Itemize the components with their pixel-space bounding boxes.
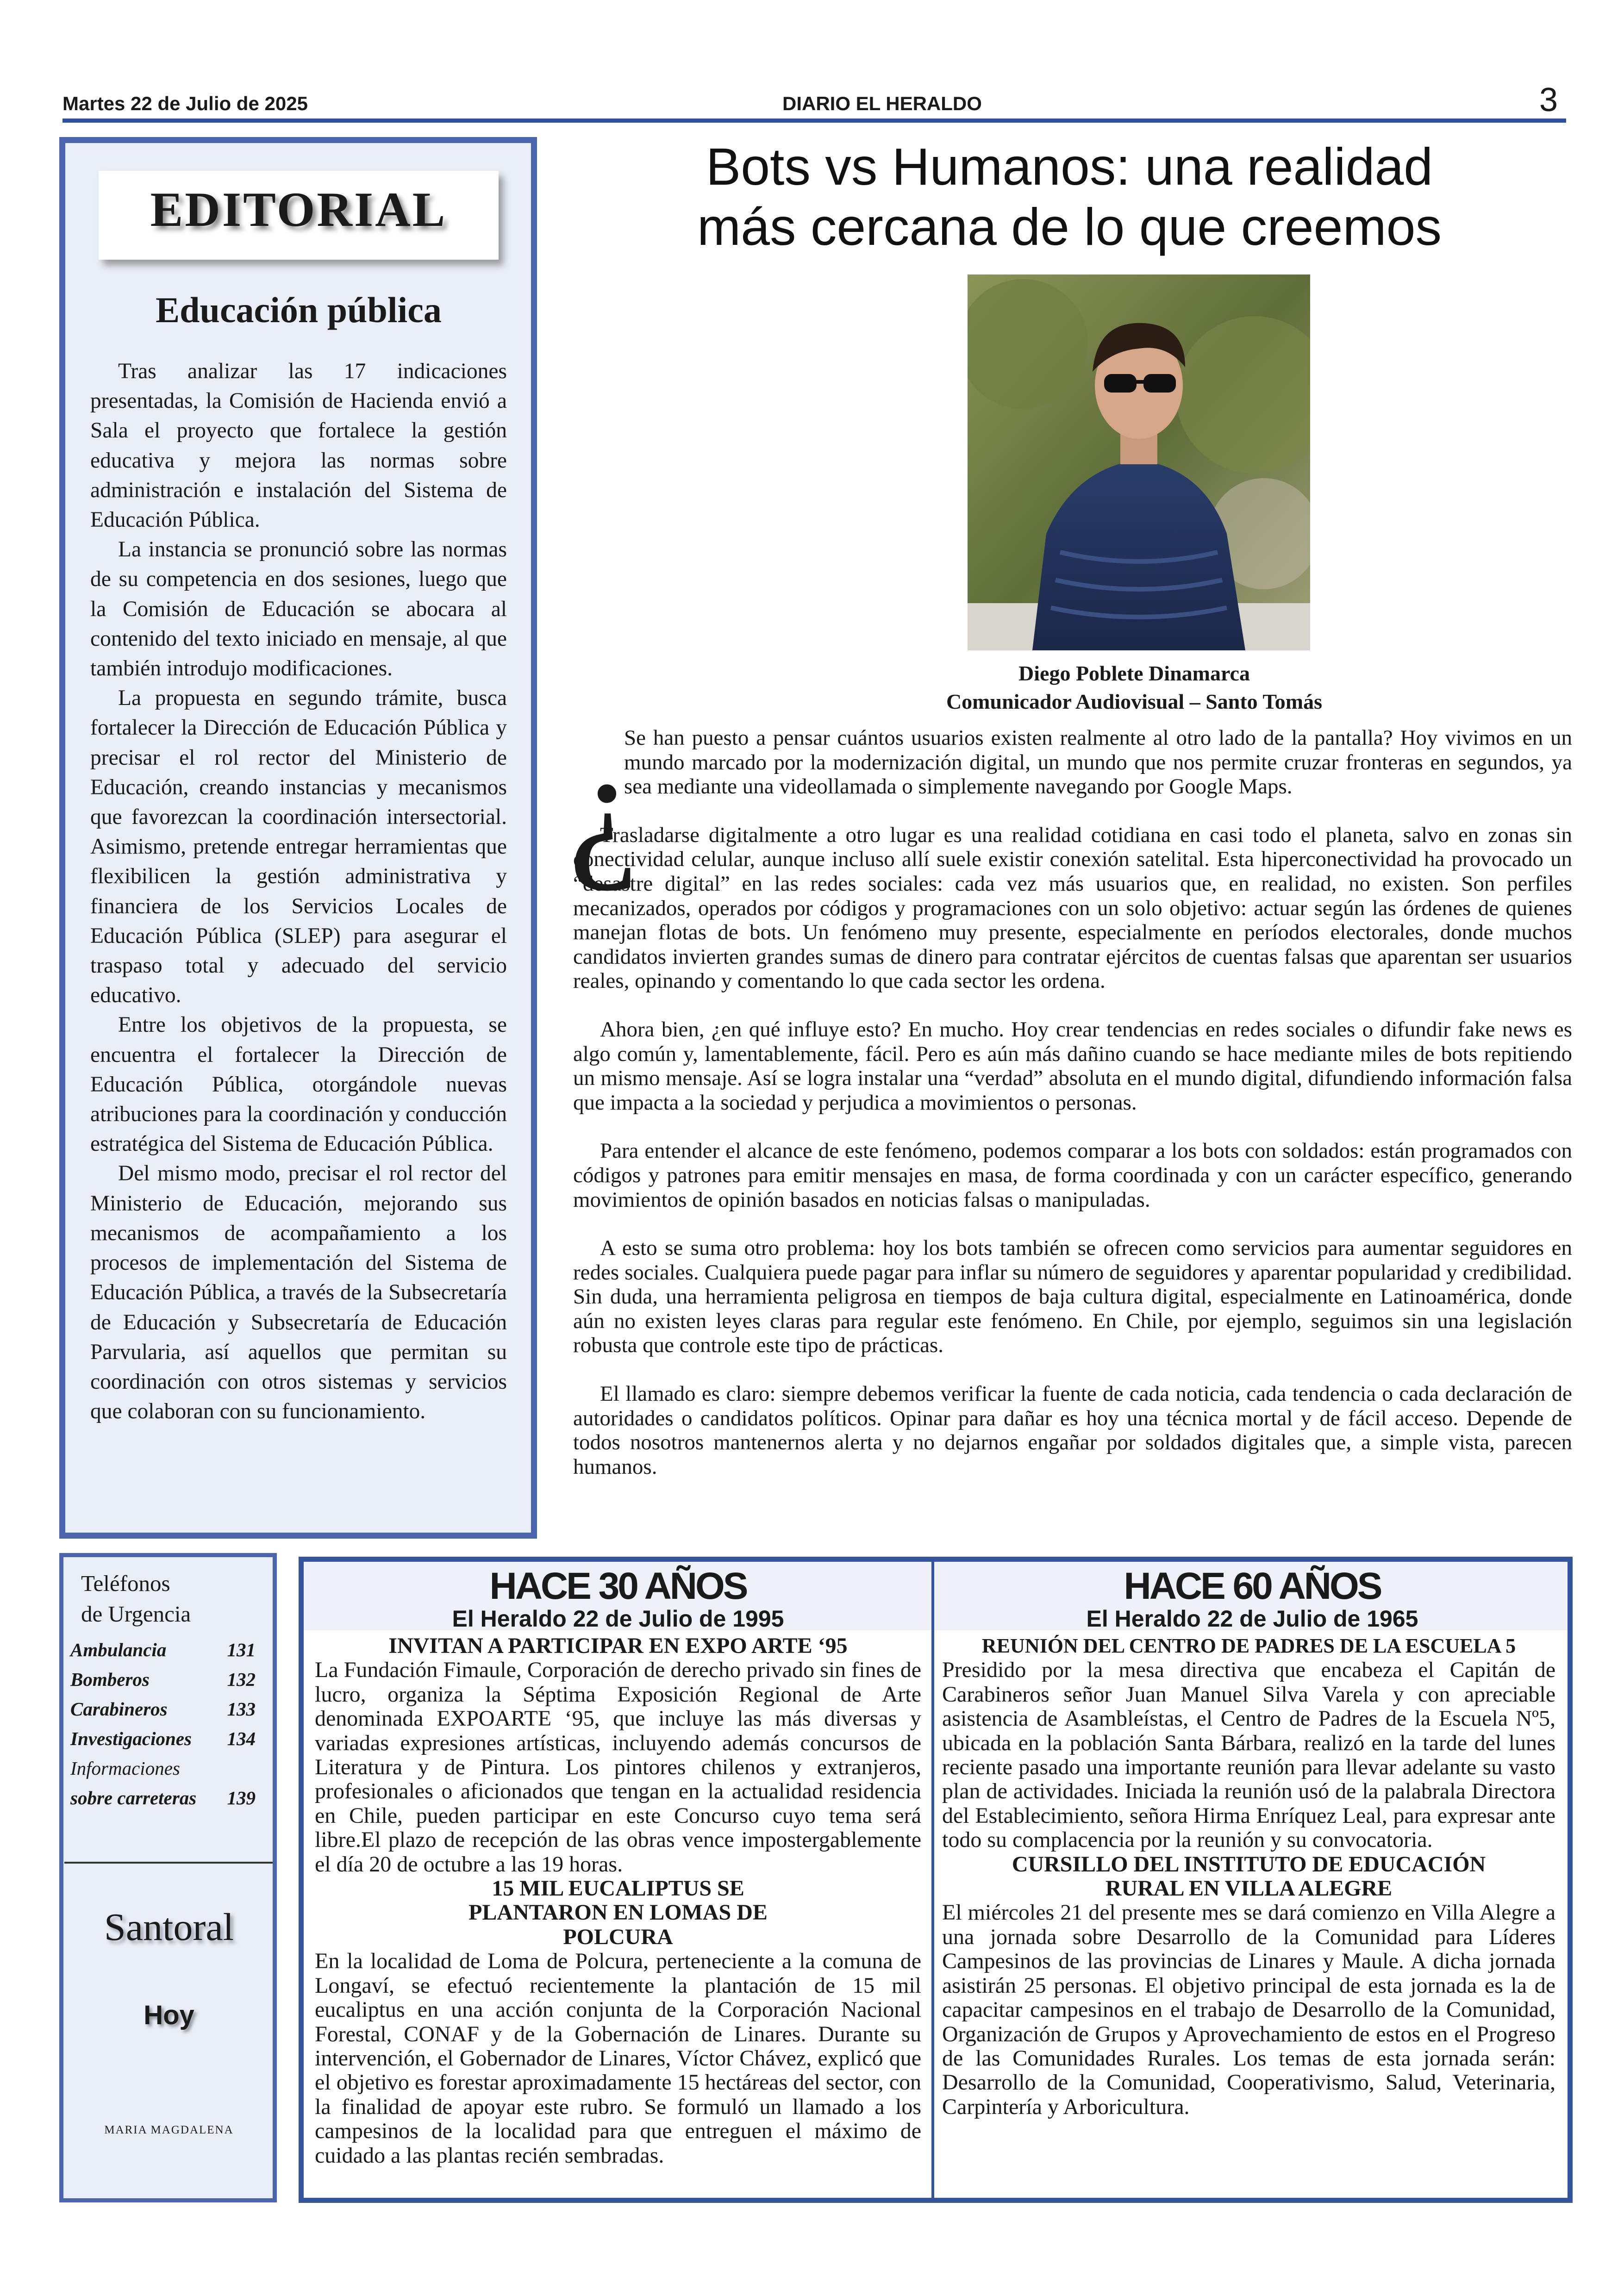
history-story-title: INVITAN A PARTICIPAR EN EXPO ARTE ‘95 (388, 1634, 848, 1658)
phone-row-label (70, 1757, 256, 1779)
history-story-title: CURSILLO DEL INSTITUTO DE EDUCACIÓN RURAL EN VILLA ALEGRE (1012, 1852, 1486, 1901)
editorial-paragraph: Tras analizar las 17 indicaciones presentadas, la Comisión de Hacienda envió a Sala el proyecto que fortalece la gestión educativa y mejora las normas sobre administración e instalación del Sistema de Educación Pública. (90, 359, 507, 532)
article-title (583, 137, 1555, 257)
editorial-body (90, 356, 507, 1426)
article-paragraph: Ahora bien, ¿en qué influye esto? En mucho. Hoy crear tendencias en redes sociales o difundir fake news es algo común y, lamentablemente, fácil. Pero es aún más dañino cuando se hace mediante miles de bots repitiendo un mismo mensaje. Así se logra instalar una “verdad” absoluta en el mundo digital, difundiendo información falsa que impacta a la sociedad y perjudica a movimientos o personas. (573, 1017, 1572, 1115)
history-story-text: El miércoles 21 del presente mes se dará comienzo en Villa Alegre a una jornada sobre Desarrollo de la Comunidad para Líderes Campesinos de las provincias de Linares y Maule. A dicha jornada asistirán 25 personas. El objetivo principal de esta jornada es la de capacitar campesinos en el trabajo de Desarrollo de la Comunidad, Organización de Grupos y Aprovechamiento de estos en el Progreso de las Comunidades Rurales. Los temas de esta jornada serán: Desarrollo de la Comunidad, Cooperativismo, Salud, Veterinaria, Carpintería y Arboricultura. (942, 1900, 1555, 2119)
phone-number: 132 (227, 1669, 256, 1690)
author-name: Diego Poblete Dinamarca (1018, 661, 1250, 685)
editorial-subtitle: Educación pública (156, 290, 442, 330)
santoral-today: Hoy (144, 2000, 194, 2030)
history-story-text: En la localidad de Loma de Polcura, perteneciente a la comuna de Longaví, se efectuó recientemente la plantación de 15 mil eucaliptus en una acción conjunta de la Corporación Nacional Forestal, CONAF y de la Gobernación de Linares. Durante su intervención, el Gobernador de Linares, Víctor Chávez, explicó que el objetivo es forestar aproximadamente 15 hectáreas del sector, con la finalidad de apoyar este rubro. Se formuló un llamado a los campesinos de la localidad para que entreguen el máximo de cuidado a las plantas recién sembradas. (315, 1949, 921, 2168)
editorial-paragraph: Del mismo modo, precisar el rol rector del Ministerio de Educación, mejorando sus mecanismos de acompañamiento a los procesos de implementación del Sistema de Educación Pública, a través de la Subsecretaría de Educación y Subsecretaría de Educación Parvularia, así aquellos que permitan su coordinación con otros sistemas y servicios que colaboran con su funcionamiento. (90, 1161, 507, 1424)
article-paragraph (573, 823, 1572, 993)
article-body (573, 726, 1572, 1479)
history-story-title: REUNIÓN DEL CENTRO DE PADRES DE LA ESCUELA 5 (981, 1634, 1516, 1657)
sidebar-divider (64, 1862, 273, 1864)
phone-service: Informaciones (70, 1758, 180, 1779)
emergency-phones-title-line: Teléfonos (81, 1571, 170, 1596)
article-dropcap: ¿ (568, 718, 638, 892)
santoral-title: Santoral (104, 1906, 234, 1949)
history-story-text: Presidido por la mesa directiva que encabeza el Capitán de Carabineros señor Juan Manuel Silva Varela y con apreciable asistencia de Asambleístas, el Centro de Padres de la Escuela Nº5, ubicada en la población Santa Bárbara, realizó en la tarde del lunes reciente pasado una importante reunión para llevar adelante su vasto plan de actividades. Iniciada la reunión usó de la palabrala Directora del Establecimiento, señora Hirma Enríquez Leal, para expresar ante todo su complacencia por la reunión y su convocatoria. (942, 1658, 1555, 1852)
header-rule (62, 118, 1566, 123)
author-photo (968, 274, 1310, 650)
article-paragraph-text: Trasladarse digitalmente a otro lugar es una realidad cotidiana en casi todo el planeta, salvo en zonas sin conectividad celular, aunque incluso allí suele existir conexión satelital. Esta hiperconectividad ha provocado un “desastre digital” en las redes sociales: cada vez más usuarios que, en realidad, no existen. Son perfiles mecanizados, operados por códigos y programaciones con un solo objetivo: actuar según las órdenes de quienes manejan flotas de bots. Un fenómeno muy presente, especialmente en períodos electorales, donde muchos candidatos invierten grandes sumas de dinero para contratar ejércitos de cuentas falsas que aparentan ser usuarios reales, opinando y comentando lo que cada sector les ordena. (573, 823, 1572, 993)
article-paragraph: El llamado es claro: siempre debemos verificar la fuente de cada noticia, cada tendencia o cada declaración de autoridades o candidatos políticos. Opinar para dañar es hoy una técnica mortal y de fácil acceso. Depende de todos nosotros mantenernos alerta y no dejarnos engañar por soldados digitales que, a simple vista, parecen humanos. (573, 1382, 1572, 1479)
editorial-label: EDITORIAL (150, 182, 447, 237)
article-paragraph: Para entender el alcance de este fenómeno, podemos comparar a los bots con soldados: están programados con códigos y patrones para emitir mensajes en masa, de forma coordinada y con un carácter específico, generando movimientos de opinión basados en noticias falsas o manipuladas. (573, 1139, 1572, 1212)
author-role: Comunicador Audiovisual – Santo Tomás (946, 690, 1323, 713)
history-30-heading: HACE 30 AÑOS (489, 1565, 747, 1607)
phone-row (70, 1668, 256, 1690)
phone-number: 139 (227, 1787, 256, 1809)
santoral-name: MARIA MAGDALENA (104, 2124, 234, 2136)
history-30-subheading: El Heraldo 22 de Julio de 1995 (452, 1606, 784, 1632)
article-title-line: más cercana de lo que creemos (697, 198, 1442, 256)
phone-number: 133 (227, 1698, 256, 1720)
history-60-body (942, 1634, 1555, 2119)
phone-service: Investigaciones (70, 1728, 192, 1749)
phone-row (70, 1727, 256, 1750)
emergency-phones-title (81, 1568, 266, 1629)
emergency-phones-title-line: de Urgencia (81, 1601, 191, 1627)
article-paragraph: Se han puesto a pensar cuántos usuarios existen realmente al otro lado de la pantalla? Hoy vivimos en un mundo marcado por la modernización digital, un mundo que nos permite cruzar fronteras en segundos, ya sea mediante una videollamada o simplemente navegando por Google Maps. (624, 726, 1572, 799)
history-60-heading: HACE 60 AÑOS (1124, 1565, 1381, 1607)
phone-number: 134 (227, 1728, 256, 1749)
phone-row (70, 1698, 256, 1720)
header-date: Martes 22 de Julio de 2025 (62, 93, 308, 114)
phone-service: sobre carreteras (70, 1787, 197, 1809)
history-story-text: La Fundación Fimaule, Corporación de derecho privado sin fines de lucro, organiza la Séptima Exposición Regional de Arte denominada EXPOARTE ‘95, que incluye las más diversas y variadas expresiones artísticas, incluyendo además concursos de Literatura y de Pintura. Los pintores chilenos y extranjeros, profesionales o aficionados que tengan en la actualidad residencia en Chile, pueden participar en este Concurso cuyo tema será libre.El plazo de recepción de las obras vence impostergablemente el día 20 de octubre a las 19 horas. (315, 1658, 921, 1877)
editorial-paragraph: Entre los objetivos de la propuesta, se encuentra el fortalecer la Dirección de Educación Pública, otorgándole nuevas atribuciones para la coordinación y conducción estratégica del Sistema de Educación Pública. (90, 1013, 507, 1156)
phone-service: Bomberos (70, 1669, 150, 1690)
phone-service: Ambulancia (70, 1639, 167, 1660)
editorial-paragraph: La instancia se pronunció sobre las normas de su competencia en dos sesiones, luego que la Comisión de Educación se abocara al contenido del texto iniciado en mensaje, al que también introdujo modificaciones. (90, 537, 507, 681)
article-title-line: Bots vs Humanos: una realidad (706, 137, 1433, 196)
phone-number: 131 (227, 1639, 256, 1660)
phone-service: Carabineros (70, 1698, 168, 1720)
history-60-subheading: El Heraldo 22 de Julio de 1965 (1086, 1606, 1418, 1632)
editorial-paragraph: La propuesta en segundo trámite, busca fortalecer la Dirección de Educación Pública y precisar el rol rector del Ministerio de Educación, creando instancias y mecanismos que favorezcan la coordinación intersectorial. Asimismo, pretende entregar herramientas que flexibilicen la gestión administrativa y financiera de los Servicios Locales de Educación Pública (SLEP) para asegurar el traspaso total y adecuado del servicio educativo. (90, 686, 507, 1008)
phone-row (70, 1787, 256, 1809)
header-newspaper-name: DIARIO EL HERALDO (782, 93, 982, 114)
history-divider (931, 1562, 934, 2198)
history-30-body (315, 1634, 921, 2168)
history-story-title: 15 MIL EUCALIPTUS SE PLANTARON EN LOMAS DE POLCURA (468, 1876, 768, 1949)
page-number: 3 (1539, 81, 1558, 118)
article-paragraph: A esto se suma otro problema: hoy los bots también se ofrecen como servicios para aumentar seguidores en redes sociales. Cualquiera puede pagar para inflar su número de seguidores y aparentar popularidad y credibilidad. Sin duda, una herramienta peligrosa en tiempos de baja cultura digital, especialmente en Latinoamérica, donde aún no existen leyes claras para regular este fenómeno. En Chile, por ejemplo, seguimos sin una legislación robusta que controle este tipo de prácticas. (573, 1236, 1572, 1358)
phone-row (70, 1639, 256, 1661)
